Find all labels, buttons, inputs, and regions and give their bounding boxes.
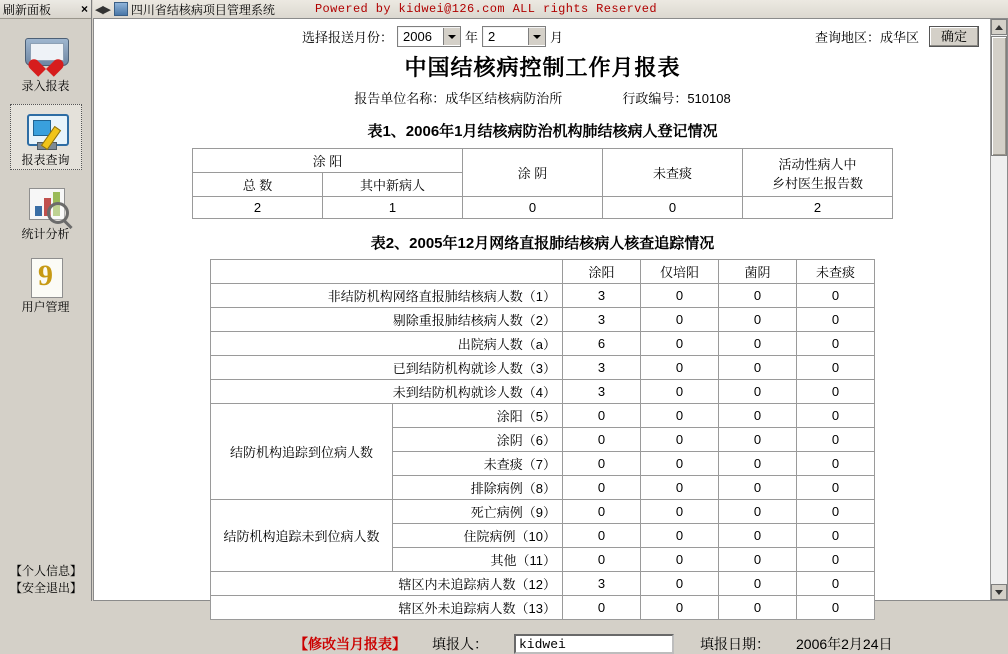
table2-row-label: 未查痰（7）	[393, 452, 563, 476]
table1-header-village-reported	[743, 149, 893, 197]
table2-cell: 0	[719, 548, 797, 572]
table2-cell: 0	[797, 500, 875, 524]
nav-list	[0, 19, 91, 316]
filler-input[interactable]	[514, 634, 674, 654]
table1-value-not-tested: 0	[603, 197, 743, 219]
table2-cell: 0	[797, 404, 875, 428]
table1-header-village-reported-line1: 活动性病人中	[778, 156, 857, 172]
table2-cell: 0	[719, 332, 797, 356]
table2-header-culture-positive: 仅培阳	[641, 260, 719, 284]
table2-cell: 0	[719, 404, 797, 428]
table2-cell: 0	[641, 332, 719, 356]
table2-cell: 0	[719, 572, 797, 596]
report-body	[94, 51, 991, 654]
table2-cell: 3	[563, 284, 641, 308]
period-selector	[302, 26, 563, 47]
table-row	[211, 596, 875, 620]
table1	[192, 148, 893, 219]
table-row	[193, 197, 893, 219]
sidebar-item-report-query[interactable]	[10, 104, 82, 170]
table-row	[211, 500, 875, 524]
month-select[interactable]	[482, 26, 546, 47]
table-row	[211, 380, 875, 404]
app-title: 四川省结核病项目管理系统	[130, 2, 275, 17]
left-nav-panel	[0, 0, 92, 601]
table1-value-smear-negative: 0	[463, 197, 603, 219]
table2-cell: 6	[563, 332, 641, 356]
monitor-pencil-icon	[23, 108, 69, 152]
nav-arrows-icon[interactable]: ◀▶	[95, 3, 110, 16]
content-area	[93, 18, 1008, 652]
table2-cell: 0	[797, 308, 875, 332]
table2-row-label: 未到结防机构就诊人数（4）	[211, 380, 563, 404]
table-row	[211, 284, 875, 308]
table2-header-blank	[211, 260, 563, 284]
table2-cell: 0	[641, 284, 719, 308]
filler-label: 填报人：	[432, 636, 488, 652]
year-select[interactable]	[397, 26, 461, 47]
main-window	[93, 0, 1008, 652]
year-select-value: 2006	[403, 28, 432, 44]
table2-cell: 0	[563, 524, 641, 548]
table1-value-village-reported: 2	[743, 197, 893, 219]
table2-cell: 0	[797, 548, 875, 572]
left-panel-titlebar	[0, 0, 91, 19]
sidebar-item-statistics[interactable]	[10, 179, 82, 243]
table2-cell: 0	[641, 380, 719, 404]
user-page-icon: 9	[23, 255, 69, 299]
table2-cell: 3	[563, 356, 641, 380]
scrollbar-thumb[interactable]	[991, 36, 1007, 156]
table2-row-label: 死亡病例（9）	[393, 500, 563, 524]
report-scroll-content	[94, 19, 991, 652]
scroll-down-button[interactable]	[991, 584, 1007, 600]
window-titlebar	[93, 0, 1008, 19]
table2-cell: 3	[563, 380, 641, 404]
table2-row-label: 排除病例（8）	[393, 476, 563, 500]
table2-header-bacteria-negative: 菌阴	[719, 260, 797, 284]
table2-cell: 0	[641, 308, 719, 332]
table1-header-smear-negative: 涂 阴	[463, 149, 603, 197]
sidebar-item-label: 录入报表	[21, 79, 70, 93]
report-code-label: 行政编号：510108	[622, 91, 731, 106]
report-date-value: 2006年2月24日	[796, 636, 893, 652]
powered-by-text: Powered by kidwei@126.com ALL rights Reserved	[314, 2, 657, 16]
table1-group-header: 涂 阳	[193, 149, 463, 173]
vertical-scrollbar[interactable]	[990, 19, 1007, 600]
table2-cell: 0	[719, 476, 797, 500]
confirm-button[interactable]: 确定	[929, 26, 979, 47]
table2-cell: 0	[719, 428, 797, 452]
table1-header-not-tested: 未查痰	[603, 149, 743, 197]
table1-header-total: 总 数	[193, 173, 323, 197]
year-unit-label: 年	[465, 29, 479, 45]
table2-cell: 0	[797, 524, 875, 548]
table1-header-village-reported-line2: 乡村医生报告数	[771, 175, 863, 191]
table2-row-label: 出院病人数（a）	[211, 332, 563, 356]
table2-cell: 0	[797, 284, 875, 308]
table-row	[193, 149, 893, 173]
month-unit-label: 月	[550, 29, 564, 45]
chart-magnifier-icon	[23, 182, 69, 226]
table1-title: 表1、2006年1月结核病防治机构肺结核病人登记情况	[367, 123, 718, 140]
period-label: 选择报送月份：	[302, 29, 394, 45]
table2-cell: 0	[719, 524, 797, 548]
table2-cell: 0	[641, 428, 719, 452]
table2-cell: 0	[719, 356, 797, 380]
sidebar-item-label: 报表查询	[21, 153, 70, 167]
table2-group-label-untracked: 结防机构追踪未到位病人数	[211, 500, 393, 572]
report-date-label: 填报日期：	[700, 636, 770, 652]
table-row	[211, 404, 875, 428]
table2-row-label: 涂阴（6）	[393, 428, 563, 452]
table2-cell: 0	[797, 356, 875, 380]
table-row	[211, 572, 875, 596]
table2-title: 表2、2005年12月网络直报肺结核病人核查追踪情况	[370, 235, 715, 252]
table2-cell: 0	[641, 404, 719, 428]
table2-row-label: 辖区外未追踪病人数（13）	[211, 596, 563, 620]
table2-group-label-tracked: 结防机构追踪到位病人数	[211, 404, 393, 500]
book-heart-icon	[23, 34, 69, 78]
sidebar-item-label: 统计分析	[21, 227, 70, 241]
table2-cell: 0	[641, 476, 719, 500]
report-footer	[94, 634, 991, 654]
table2-cell: 0	[719, 380, 797, 404]
filter-bar	[106, 24, 979, 48]
table2-row-label: 非结防机构网络直报肺结核病人数（1）	[211, 284, 563, 308]
table2-cell: 0	[641, 500, 719, 524]
table1-value-total: 2	[193, 197, 323, 219]
table-row	[211, 332, 875, 356]
safe-exit-link[interactable]: 【安全退出】	[9, 581, 82, 595]
table2-cell: 0	[641, 596, 719, 620]
table2-cell: 0	[563, 428, 641, 452]
table2-cell: 0	[797, 428, 875, 452]
left-panel-title: 刷新面板	[3, 2, 52, 17]
page-title: 中国结核病控制工作月报表	[404, 55, 681, 80]
sidebar-item-label: 用户管理	[21, 300, 70, 314]
table2-cell: 0	[641, 572, 719, 596]
sidebar-item-data-entry[interactable]	[10, 31, 82, 95]
table2-cell: 0	[563, 452, 641, 476]
report-unit-label: 报告单位名称：成华区结核病防治所	[354, 91, 563, 106]
chevron-down-icon[interactable]	[443, 28, 460, 45]
table2-cell: 3	[563, 308, 641, 332]
table2-cell: 0	[797, 476, 875, 500]
table2-cell: 0	[797, 596, 875, 620]
scroll-up-button[interactable]	[991, 19, 1007, 35]
chevron-down-icon[interactable]	[528, 28, 545, 45]
table2-cell: 3	[563, 572, 641, 596]
table2-cell: 0	[563, 404, 641, 428]
table2-row-label: 辖区内未追踪病人数（12）	[211, 572, 563, 596]
table2-cell: 0	[719, 500, 797, 524]
table2-row-label: 其他（11）	[393, 548, 563, 572]
modify-current-month-report-link[interactable]: 【修改当月报表】	[294, 636, 406, 652]
table1-header-new-cases: 其中新病人	[323, 173, 463, 197]
table2-row-label: 已到结防机构就诊人数（3）	[211, 356, 563, 380]
close-icon[interactable]: ×	[80, 2, 88, 16]
table2-cell: 0	[797, 332, 875, 356]
table2-cell: 0	[563, 476, 641, 500]
table2-cell: 0	[641, 452, 719, 476]
table2-row-label: 涂阳（5）	[393, 404, 563, 428]
region-label: 查询地区：成华区	[814, 29, 919, 45]
table-row	[211, 260, 875, 284]
table2-cell: 0	[719, 308, 797, 332]
table2-cell: 0	[563, 548, 641, 572]
personal-info-link[interactable]: 【个人信息】	[9, 564, 82, 578]
table2-header-smear-positive: 涂阳	[563, 260, 641, 284]
table2-row-label: 剔除重报肺结核病人数（2）	[211, 308, 563, 332]
table2-cell: 0	[641, 524, 719, 548]
month-select-value: 2	[488, 28, 496, 44]
left-panel-bottom-links	[0, 563, 92, 597]
table2-cell: 0	[797, 572, 875, 596]
table2-cell: 0	[797, 452, 875, 476]
table2-cell: 0	[641, 548, 719, 572]
app-icon	[114, 2, 128, 16]
region-and-confirm	[815, 26, 979, 47]
table2-cell: 0	[641, 356, 719, 380]
table2-cell: 0	[719, 284, 797, 308]
table2-header-not-tested: 未查痰	[797, 260, 875, 284]
table2-cell: 0	[797, 380, 875, 404]
table2	[210, 259, 875, 620]
table2-cell: 0	[719, 596, 797, 620]
table2-cell: 0	[563, 596, 641, 620]
table2-cell: 0	[563, 500, 641, 524]
report-subheader	[94, 88, 991, 107]
table-row	[211, 356, 875, 380]
table-row	[211, 308, 875, 332]
table2-row-label: 住院病例（10）	[393, 524, 563, 548]
table2-cell: 0	[719, 452, 797, 476]
table1-value-new-cases: 1	[323, 197, 463, 219]
sidebar-item-user-management[interactable]	[10, 252, 82, 316]
